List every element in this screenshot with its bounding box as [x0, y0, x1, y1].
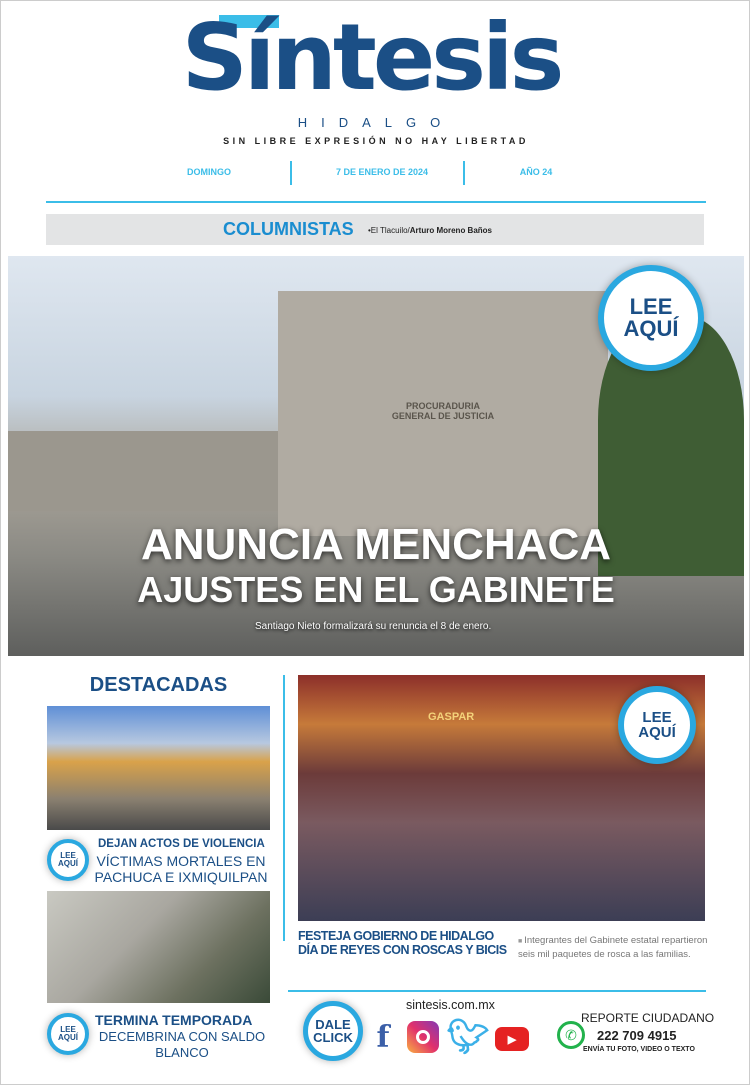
badge-text: LEE	[60, 1025, 76, 1034]
story-headline[interactable]: DECEMBRINA CON SALDO BLANCO	[98, 1029, 266, 1060]
destacadas-title: DESTACADAS	[89, 674, 228, 696]
columnist-link[interactable]	[368, 226, 492, 235]
tagline: SIN LIBRE EXPRESIÓN NO HAY LIBERTAD	[223, 136, 529, 146]
day: DOMINGO	[187, 167, 231, 177]
instagram-icon[interactable]	[407, 1021, 439, 1053]
column-name: •El Tlacuilo/	[368, 226, 410, 235]
badge-text: DALE	[315, 1017, 351, 1032]
instagram-lens	[416, 1030, 430, 1044]
lee-aqui-button[interactable]	[47, 1013, 89, 1055]
badge-text: AQUÍ	[58, 1033, 78, 1042]
year: AÑO 24	[519, 167, 553, 177]
logo[interactable]: Síntesis	[181, 4, 561, 111]
stage-sign: GASPAR	[428, 711, 475, 723]
feature-description-text: Integrantes del Gabinete estatal repartieron seis mil paquetes de rosca a las familias.	[518, 935, 708, 960]
site-link[interactable]: sintesis.com.mx	[406, 998, 495, 1012]
columnistas-title: COLUMNISTAS	[223, 219, 354, 239]
story-kicker[interactable]: TERMINA TEMPORADA	[95, 1012, 253, 1028]
feature-title-line: FESTEJA GOBIERNO DE HIDALGO	[298, 929, 494, 943]
whatsapp-icon[interactable]: ✆	[557, 1021, 585, 1049]
story-headline[interactable]: VÍCTIMAS MORTALES EN PACHUCA E IXMIQUILPAN	[94, 853, 268, 885]
building-sign: PROCURADURIA GENERAL DE JUSTICIA	[391, 401, 495, 421]
badge-text: AQUÍ	[638, 724, 676, 741]
facebook-icon[interactable]: f	[376, 1019, 390, 1055]
divider	[46, 201, 706, 203]
column-author: Arturo Moreno Baños	[409, 226, 493, 235]
story-photo[interactable]	[47, 891, 270, 1003]
twitter-icon[interactable]: 🐦︎	[446, 1018, 490, 1056]
hero-subtitle: Santiago Nieto formalizará su renuncia el 8 de enero.	[255, 621, 492, 632]
divider	[290, 161, 292, 185]
lee-aqui-button[interactable]	[47, 839, 89, 881]
feature-title-line: DÍA DE REYES CON ROSCAS Y BICIS	[298, 943, 507, 957]
bullet-icon: ■	[518, 938, 525, 945]
lee-aqui-button[interactable]	[618, 686, 696, 764]
lee-aqui-button[interactable]	[598, 265, 704, 371]
feature-title[interactable]	[298, 929, 507, 957]
story-photo[interactable]	[47, 706, 270, 830]
hero-headline-2[interactable]: AJUSTES EN EL GABINETE	[137, 569, 615, 610]
divider	[283, 675, 285, 941]
divider	[288, 990, 706, 992]
report-phone[interactable]: 222 709 4915	[597, 1028, 677, 1043]
badge-text: AQUÍ	[58, 859, 78, 868]
badge-text: LEE	[629, 294, 673, 319]
building-wing	[8, 431, 288, 511]
hero-headline[interactable]: ANUNCIA MENCHACA	[140, 520, 612, 569]
report-note: ENVÍA TU FOTO, VIDEO O TEXTO	[583, 1046, 695, 1053]
badge-text: LEE	[60, 851, 76, 860]
story-kicker[interactable]: DEJAN ACTOS DE VIOLENCIA	[98, 838, 265, 850]
feature-description	[518, 934, 708, 961]
dale-click-button[interactable]	[303, 1001, 363, 1061]
badge-text: LEE	[642, 709, 672, 726]
region: HIDALGO	[297, 115, 455, 130]
date: 7 DE ENERO DE 2024	[335, 167, 429, 177]
building	[278, 291, 608, 536]
badge-text: AQUÍ	[623, 316, 679, 341]
badge-text: CLICK	[313, 1030, 353, 1045]
youtube-icon[interactable]: ▶	[495, 1027, 529, 1051]
report-title: REPORTE CIUDADANO	[581, 1011, 715, 1025]
